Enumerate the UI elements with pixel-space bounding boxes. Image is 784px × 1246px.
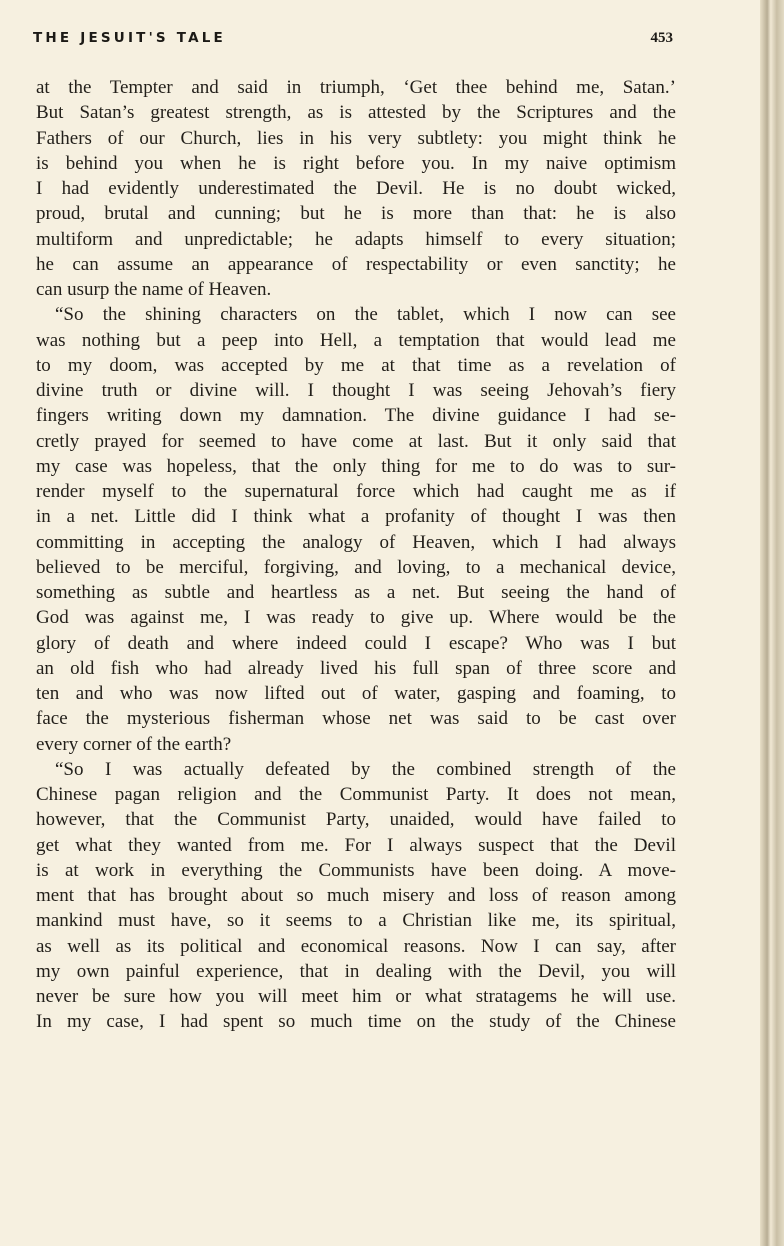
text-line: believed to be merciful, forgiving, and loving, to a mechanical device, <box>36 556 676 578</box>
running-head: THE JESUIT'S TALE <box>33 30 226 46</box>
text-line: “So I was actually defeated by the combined strength of the <box>55 758 676 780</box>
text-line: an old fish who had already lived his full span of three score and <box>36 657 676 679</box>
text-line: glory of death and where indeed could I escape? Who was I but <box>36 632 676 654</box>
text-line: as well as its political and economical reasons. Now I can say, after <box>36 935 676 957</box>
text-line: Chinese pagan religion and the Communist Party. It does not mean, <box>36 784 676 805</box>
text-line: is at work in everything the Communists have been doing. A move- <box>36 859 676 881</box>
text-line: never be sure how you will meet him or what stratagems he will use. <box>36 986 676 1007</box>
paragraph <box>36 75 676 302</box>
paragraph <box>36 757 676 1035</box>
page-header <box>33 30 673 52</box>
text-line: is behind you when he is right before you. In my naive optimism <box>36 152 676 174</box>
text-line: at the Tempter and said in triumph, ‘Get thee behind me, Satan.’ <box>36 77 676 98</box>
text-line: But Satan’s greatest strength, as is attested by the Scriptures and the <box>36 102 676 124</box>
text-line: was nothing but a peep into Hell, a temptation that would lead me <box>36 329 676 351</box>
paragraph <box>36 302 676 757</box>
text-line: every corner of the earth? <box>36 733 232 755</box>
text-line: God was against me, I was ready to give up. Where would be the <box>36 607 676 629</box>
text-line: render myself to the supernatural force which had caught me as if <box>36 481 676 502</box>
text-line: he can assume an appearance of respectability or even sanctity; he <box>36 253 676 275</box>
text-line: in a net. Little did I think what a profanity of thought I was then <box>36 506 676 528</box>
text-line: however, that the Communist Party, unaided, would have failed to <box>36 809 676 831</box>
text-line: my case was hopeless, that the only thing for me to do was to sur- <box>36 455 676 477</box>
text-line: fingers writing down my damnation. The divine guidance I had se- <box>36 405 676 427</box>
text-line: I had evidently underestimated the Devil. He is no doubt wicked, <box>36 178 676 199</box>
text-line: cretly prayed for seemed to have come at last. But it only said that <box>36 430 676 452</box>
text-line: proud, brutal and cunning; but he is more than that: he is also <box>36 203 676 225</box>
text-line: Fathers of our Church, lies in his very subtlety: you might think he <box>36 127 676 149</box>
text-line: committing in accepting the analogy of Heaven, which I had always <box>36 531 676 553</box>
text-line: mankind must have, so it seems to a Christian like me, its spiritual, <box>36 910 676 932</box>
text-line: get what they wanted from me. For I always suspect that the Devil <box>36 834 676 856</box>
text-line: my own painful experience, that in dealing with the Devil, you will <box>36 960 676 982</box>
text-line: ment that has brought about so much misery and loss of reason among <box>36 885 676 906</box>
text-line: “So the shining characters on the tablet, which I now can see <box>55 304 676 326</box>
text-line: can usurp the name of Heaven. <box>36 279 272 300</box>
page-number: 453 <box>650 30 673 46</box>
text-line: ten and who was now lifted out of water, gasping and foaming, to <box>36 683 676 704</box>
text-line: face the mysterious fisherman whose net was said to be cast over <box>36 708 676 730</box>
text-line: multiform and unpredictable; he adapts himself to every situation; <box>36 228 676 250</box>
book-spine-edge <box>760 0 784 1246</box>
text-line: divine truth or divine will. I thought I was seeing Jehovah’s fiery <box>36 380 676 401</box>
page-body <box>36 75 676 1035</box>
text-line: In my case, I had spent so much time on the study of the Chinese <box>36 1011 676 1033</box>
text-line: to my doom, was accepted by me at that time as a revelation of <box>36 354 676 376</box>
text-line: something as subtle and heartless as a net. But seeing the hand of <box>36 582 676 603</box>
